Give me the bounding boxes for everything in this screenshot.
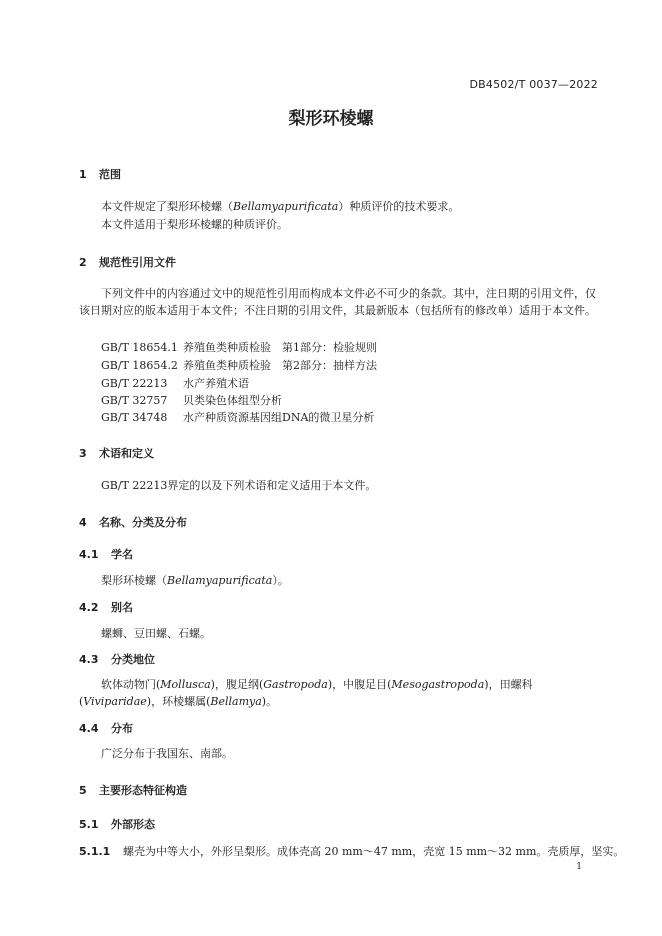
- section-title: 名称、分类及分布: [99, 516, 187, 529]
- reference-code: GB/T 34748: [101, 411, 168, 424]
- section-title: 规范性引用文件: [99, 256, 176, 269]
- distribution-paragraph: 广泛分布于我国东、南部。: [101, 747, 233, 760]
- section-title: 范围: [99, 168, 121, 181]
- section-5-heading: [79, 782, 187, 798]
- section-title: 主要形态特征构造: [99, 784, 187, 797]
- page-title: 梨形环棱螺: [288, 109, 374, 129]
- section-title: 分布: [111, 722, 133, 735]
- subsection-4-2-heading: [79, 599, 133, 615]
- reference-code: GB/T 18654.1: [101, 341, 178, 354]
- section-title: 别名: [111, 601, 133, 614]
- section-number: 4.2: [79, 601, 99, 614]
- section-number: 5: [79, 784, 87, 797]
- document-number: DB4502/T 0037—2022: [469, 78, 598, 91]
- section-title: 分类地位: [111, 653, 155, 666]
- scientific-name-paragraph: [101, 572, 289, 588]
- reference-item: [101, 409, 374, 425]
- page-number: 1: [576, 862, 582, 872]
- scope-paragraph-1: [101, 198, 459, 214]
- subsection-5-1-heading: [79, 816, 155, 832]
- reference-title: 水产种质资源基因组DNA的微卫星分析: [183, 411, 375, 424]
- section-number: 5.1: [79, 818, 99, 831]
- subsection-4-3-heading: [79, 651, 155, 667]
- taxonomy-paragraph: [79, 676, 600, 710]
- section-title: 术语和定义: [99, 447, 154, 460]
- section-1-heading: [79, 166, 121, 182]
- section-title: 学名: [111, 548, 133, 561]
- scope-paragraph-2: 本文件适用于梨形环棱螺的种质评价。: [101, 218, 288, 231]
- reference-code: GB/T 32757: [101, 394, 168, 407]
- section-number: 4: [79, 516, 87, 529]
- text: )。: [261, 695, 278, 708]
- reference-item: [101, 392, 282, 408]
- section-title: 外部形态: [111, 818, 155, 831]
- section-number: 4.4: [79, 722, 99, 735]
- clause-text: 螺壳为中等大小，外形呈梨形。成体壳高 20 mm～47 mm，壳宽 15 mm～32 mm。壳质厚，坚实。: [123, 845, 625, 858]
- text: 软体动物门(: [101, 678, 161, 691]
- taxon-name: Viviparidae: [83, 695, 147, 708]
- text: 梨形环棱螺（: [101, 574, 167, 587]
- reference-title: 水产养殖术语: [183, 377, 249, 390]
- section-4-heading: [79, 514, 187, 530]
- section-3-heading: [79, 445, 154, 461]
- reference-title: 养殖鱼类种质检验 第2部分：抽样方法: [183, 359, 377, 372]
- taxon-name: Bellamya: [210, 695, 262, 708]
- alias-paragraph: 螺蛳、豆田螺、石螺。: [101, 627, 211, 640]
- subsection-5-1-1: [79, 843, 624, 859]
- reference-item: [101, 375, 249, 391]
- reference-item: [101, 339, 377, 355]
- scientific-name: Bellamyapurificata: [167, 574, 273, 587]
- reference-title: 贝类染色体组型分析: [183, 394, 282, 407]
- reference-code: GB/T 22213: [101, 377, 168, 390]
- text: ）。: [272, 574, 289, 587]
- section-number: 4.3: [79, 653, 99, 666]
- text: ）种质评价的技术要求。: [338, 200, 460, 213]
- reference-code: GB/T 18654.2: [101, 359, 178, 372]
- subsection-4-4-heading: [79, 720, 133, 736]
- section-number: 4.1: [79, 548, 99, 561]
- text: )，中腹足目(: [327, 678, 392, 691]
- section-number: 3: [79, 447, 87, 460]
- text: )，腹足纲(: [210, 678, 264, 691]
- taxon-name: Mollusca: [160, 678, 211, 691]
- section-2-heading: [79, 254, 176, 270]
- text: )，田螺科(: [79, 678, 533, 708]
- taxon-name: Mesogastropoda: [391, 678, 485, 691]
- reference-title: 养殖鱼类种质检验 第1部分：检验规则: [183, 341, 377, 354]
- text: 本文件规定了梨形环棱螺（: [101, 200, 233, 213]
- terms-paragraph: GB/T 22213界定的以及下列术语和定义适用于本文件。: [101, 479, 377, 492]
- section-number: 1: [79, 168, 87, 181]
- scientific-name: Bellamyapurificata: [233, 200, 339, 213]
- taxon-name: Gastropoda: [263, 678, 328, 691]
- references-intro: 下列文件中的内容通过文中的规范性引用而构成本文件必不可少的条款。其中，注日期的引用文件，仅该日期对应的版本适用于本文件；不注日期的引用文件，其最新版本（包括所有的修改单）适用于本文件。: [79, 287, 596, 317]
- text: )，环棱螺属(: [146, 695, 211, 708]
- subsection-4-1-heading: [79, 546, 133, 562]
- section-number: 2: [79, 256, 87, 269]
- clause-number: 5.1.1: [79, 845, 111, 858]
- reference-item: [101, 357, 377, 373]
